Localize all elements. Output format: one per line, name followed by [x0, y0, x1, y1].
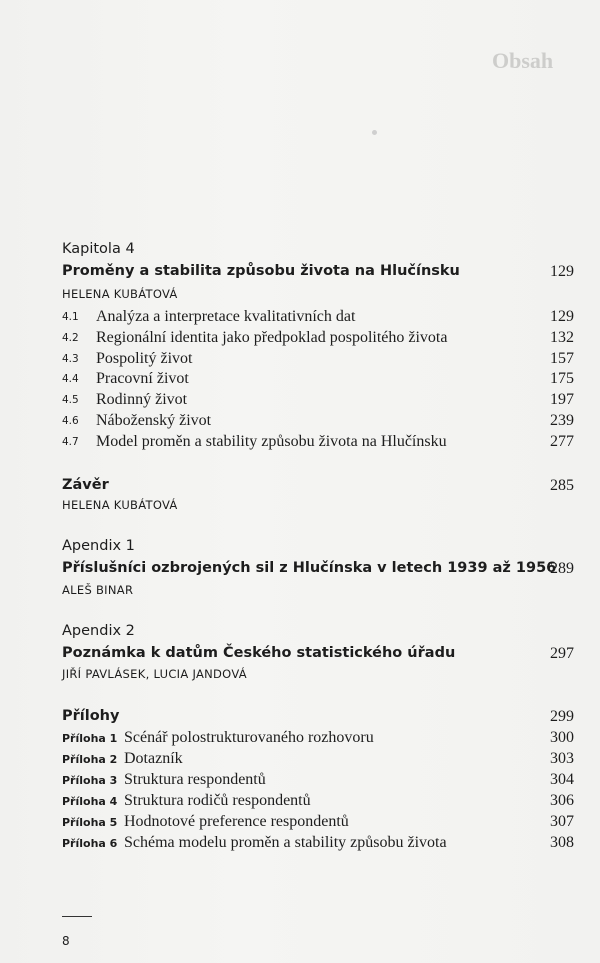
- attachment-page: 306: [550, 792, 574, 809]
- conclusion-author: HELENA KUBÁTOVÁ: [62, 498, 178, 512]
- item-title: Pospolitý život: [96, 350, 193, 367]
- attachment-number: Příloha 2: [62, 753, 118, 766]
- item-number: 4.2: [62, 332, 79, 344]
- footer-page-number: 8: [62, 934, 70, 948]
- conclusion-page: 285: [550, 477, 574, 494]
- item-number: 4.4: [62, 373, 79, 385]
- item-number: 4.1: [62, 311, 79, 323]
- attachment-item: [62, 813, 574, 833]
- item-title: Pracovní život: [96, 370, 189, 387]
- item-page: 129: [550, 308, 574, 325]
- appendix1-page: 289: [550, 560, 574, 577]
- appendix1-title-row: [62, 560, 574, 580]
- toc-item: [62, 370, 574, 390]
- chapter-page: 129: [550, 263, 574, 280]
- appendix2-author-row: [62, 667, 574, 687]
- toc-item: [62, 350, 574, 370]
- item-page: 157: [550, 350, 574, 367]
- chapter-author-row: [62, 287, 574, 307]
- attachment-title: Struktura rodičů respondentů: [124, 792, 311, 809]
- item-number: 4.3: [62, 353, 79, 365]
- chapter-label: Kapitola 4: [62, 241, 135, 257]
- attachments-title: Přílohy: [62, 708, 120, 724]
- appendix2-title-row: [62, 645, 574, 665]
- attachment-item: [62, 750, 574, 770]
- appendix1-author: ALEŠ BINAR: [62, 583, 134, 597]
- appendix1-author-row: [62, 583, 574, 603]
- conclusion-author-row: [62, 498, 574, 518]
- toc-item: [62, 391, 574, 411]
- attachment-item: [62, 771, 574, 791]
- item-page: 132: [550, 329, 574, 346]
- toc-item: [62, 433, 574, 453]
- attachment-page: 307: [550, 813, 574, 830]
- bleed-through-heading: Obsah: [492, 48, 554, 73]
- attachment-number: Příloha 6: [62, 837, 118, 850]
- item-title: Model proměn a stability způsobu života na Hlučínsku: [96, 433, 447, 450]
- appendix2-label-row: [62, 623, 574, 643]
- attachment-page: 304: [550, 771, 574, 788]
- attachment-title: Schéma modelu proměn a stability způsobu života: [124, 834, 447, 851]
- attachment-item: [62, 729, 574, 749]
- item-number: 4.7: [62, 436, 79, 448]
- item-page: 197: [550, 391, 574, 408]
- attachment-page: 303: [550, 750, 574, 767]
- attachment-page: 300: [550, 729, 574, 746]
- attachment-title: Struktura respondentů: [124, 771, 266, 788]
- conclusion-row: [62, 477, 574, 497]
- toc-item: [62, 412, 574, 432]
- attachment-title: Scénář polostrukturovaného rozhovoru: [124, 729, 374, 746]
- attachment-number: Příloha 5: [62, 816, 118, 829]
- chapter-title-row: [62, 263, 574, 283]
- chapter-label-row: [62, 241, 574, 261]
- appendix1-label: Apendix 1: [62, 538, 135, 554]
- attachment-item: [62, 792, 574, 812]
- conclusion-title: Závěr: [62, 477, 109, 493]
- attachments-title-row: [62, 708, 574, 728]
- attachment-page: 308: [550, 834, 574, 851]
- appendix1-title: Příslušníci ozbrojených sil z Hlučínska v letech 1939 až 1956: [62, 560, 557, 576]
- toc-item: [62, 308, 574, 328]
- attachment-title: Hodnotové preference respondentů: [124, 813, 349, 830]
- item-number: 4.5: [62, 394, 79, 406]
- appendix2-page: 297: [550, 645, 574, 662]
- attachment-title: Dotazník: [124, 750, 183, 767]
- item-title: Regionální identita jako předpoklad pospolitého života: [96, 329, 448, 346]
- appendix2-label: Apendix 2: [62, 623, 135, 639]
- item-title: Náboženský život: [96, 412, 212, 429]
- appendix2-author: JIŘÍ PAVLÁSEK, LUCIA JANDOVÁ: [62, 667, 247, 681]
- chapter-title: Proměny a stabilita způsobu života na Hlučínsku: [62, 263, 460, 279]
- appendix1-label-row: [62, 538, 574, 558]
- attachment-item: [62, 834, 574, 854]
- attachment-number: Příloha 4: [62, 795, 118, 808]
- attachment-number: Příloha 1: [62, 732, 118, 745]
- item-title: Rodinný život: [96, 391, 188, 408]
- item-page: 239: [550, 412, 574, 429]
- item-page: 277: [550, 433, 574, 450]
- chapter-author: HELENA KUBÁTOVÁ: [62, 287, 178, 301]
- appendix2-title: Poznámka k datům Českého statistického úřadu: [62, 645, 456, 661]
- item-title: Analýza a interpretace kvalitativních dat: [96, 308, 356, 325]
- item-number: 4.6: [62, 415, 79, 427]
- attachments-page: 299: [550, 708, 574, 725]
- item-page: 175: [550, 370, 574, 387]
- toc-item: [62, 329, 574, 349]
- speck: [372, 130, 377, 135]
- attachment-number: Příloha 3: [62, 774, 118, 787]
- footer-rule: [62, 916, 92, 917]
